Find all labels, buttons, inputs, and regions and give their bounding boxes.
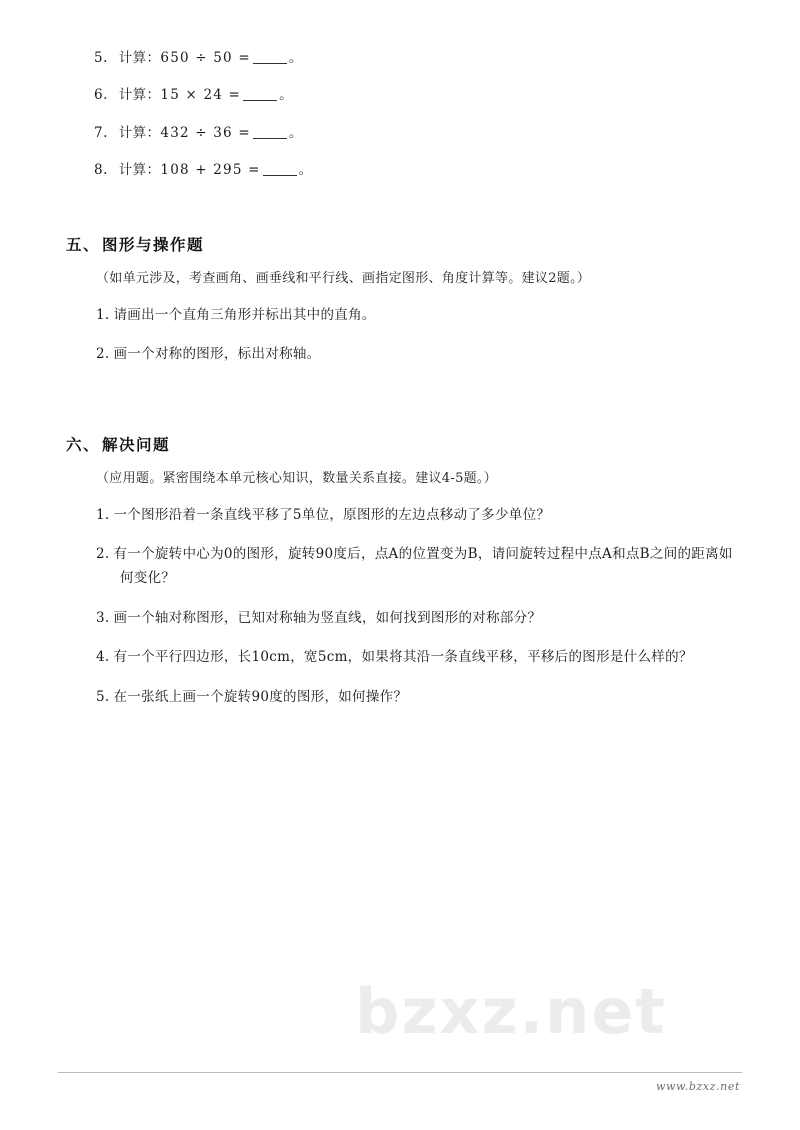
section-note: （应用题。紧密围绕本单元核心知识，数量关系直接。建议4-5题。） (96, 471, 498, 487)
question-suffix: 。 (288, 50, 303, 66)
answer-blank[interactable] (263, 175, 297, 176)
list-item (58, 686, 742, 710)
question-text: 在一张纸上画一个旋转90度的图形，如何操作？ (113, 688, 408, 705)
answer-blank[interactable] (253, 63, 287, 64)
footer-url: www.bzxz.net (656, 1080, 740, 1093)
question-text: 画一个对称的图形，标出对称轴。 (113, 346, 321, 363)
question-number: 8. (94, 161, 108, 178)
list-item (58, 504, 742, 528)
question-suffix: 。 (288, 124, 303, 141)
footer-divider (58, 1072, 742, 1073)
question-text: 一个图形沿着一条直线平移了5单位，原图形的左边点移动了多少单位？ (113, 506, 551, 523)
watermark: bzxz.net (355, 975, 667, 1048)
question-number: 5. (96, 688, 110, 705)
question-expression: 432 ÷ 36 = (160, 124, 251, 141)
question-label: 计算： (118, 161, 161, 178)
question-label: 计算： (118, 50, 161, 66)
question-expression: 650 ÷ 50 = (160, 50, 251, 66)
section-number: 五、 (66, 236, 101, 254)
question-suffix: 。 (298, 161, 313, 178)
question-number: 5. (94, 50, 108, 66)
question-number: 2. (96, 346, 110, 363)
list-item (58, 304, 742, 328)
question-number: 3. (96, 609, 110, 626)
question-label: 计算： (118, 124, 161, 141)
section-heading-problem-solving (58, 433, 742, 455)
section-title: 图形与操作题 (102, 236, 205, 254)
question-number: 1. (96, 506, 110, 523)
question-expression: 108 + 295 = (160, 161, 261, 178)
question-text: 有一个平行四边形，长10cm，宽5cm，如果将其沿一条直线平移，平移后的图形是什么样的？ (113, 649, 693, 666)
question-text: 画一个轴对称图形，已知对称轴为竖直线，如何找到图形的对称部分？ (113, 609, 542, 626)
section-note: （如单元涉及，考查画角、画垂线和平行线、画指定图形、角度计算等。建议2题。） (96, 271, 591, 286)
question-expression: 15 × 24 = (160, 87, 242, 104)
question-text: 请画出一个直角三角形并标出其中的直角。 (113, 306, 376, 323)
question-number: 2. (96, 546, 110, 563)
question-suffix: 。 (279, 87, 293, 104)
list-item (58, 48, 742, 68)
list-item (58, 85, 742, 105)
list-item (58, 607, 742, 631)
section-title: 解决问题 (102, 436, 171, 455)
answer-blank[interactable] (253, 138, 287, 139)
answer-blank[interactable] (243, 100, 277, 101)
section-heading-graphics (58, 233, 742, 255)
question-list-graphics (58, 304, 742, 367)
question-number: 6. (94, 87, 108, 104)
section-number: 六、 (66, 436, 101, 455)
calculation-question-list (58, 48, 742, 180)
list-item (58, 160, 742, 180)
question-number: 4. (96, 649, 110, 666)
question-list-problem-solving (58, 504, 742, 710)
list-item (58, 123, 742, 143)
list-item (58, 343, 742, 367)
question-label: 计算： (118, 87, 161, 104)
list-item (82, 646, 742, 670)
question-number: 7. (94, 124, 108, 141)
question-text: 有一个旋转中心为0的图形，旋转90度后，点A的位置变为B，请问旋转过程中点A和点B之间的距离如何变化？ (113, 546, 733, 587)
list-item (82, 543, 742, 590)
question-number: 1. (96, 306, 110, 323)
